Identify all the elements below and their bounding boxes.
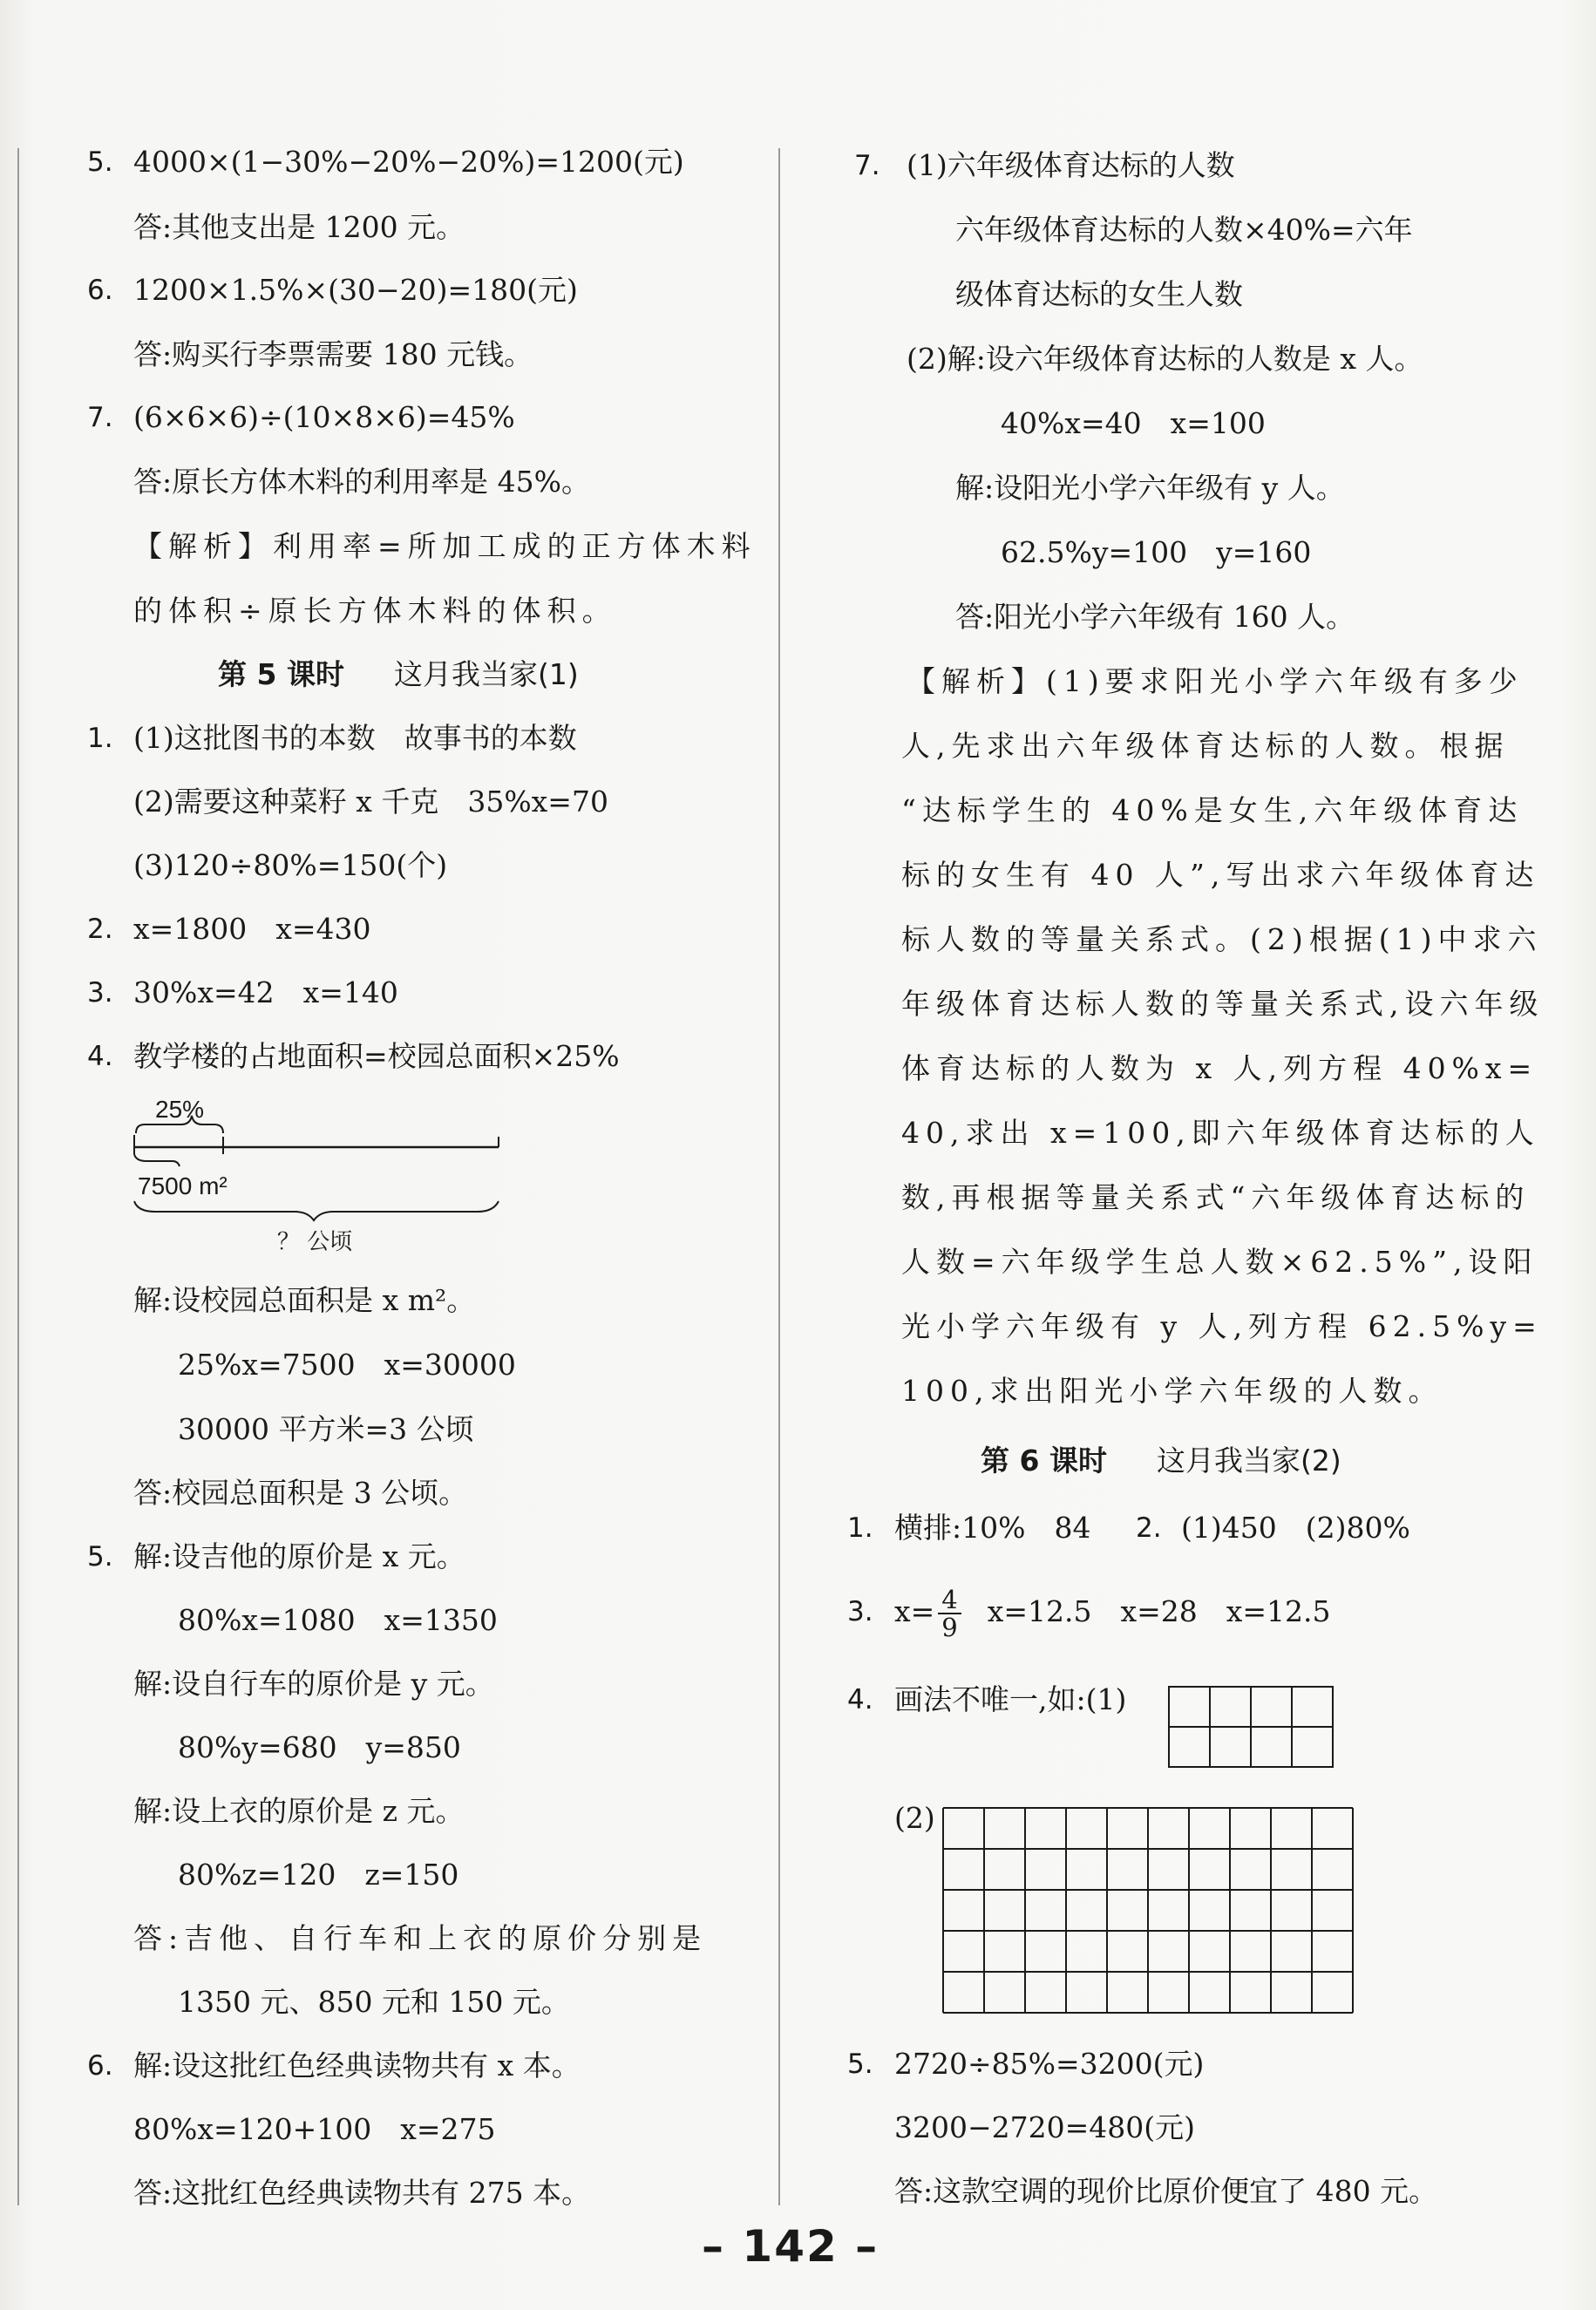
answer-line: (3)120÷80%=150(个) (133, 848, 448, 882)
equation: 1200×1.5%×(30−20)=180(元) (133, 273, 578, 307)
analysis-text: “达标学生的 40%是女生,六年级体育达 (901, 793, 1524, 827)
section-title: 这月我当家(1) (393, 657, 579, 691)
analysis-text: 标的女生有 40 人”,写出求六年级体育达 (901, 858, 1540, 892)
part-label: (2) (894, 1801, 935, 1835)
answer: 答:其他支出是 1200 元。 (133, 210, 465, 244)
answer: 答:购买行李票需要 180 元钱。 (133, 337, 533, 371)
answer: 答:这款空调的现价比原价便宜了 480 元。 (894, 2174, 1438, 2208)
solution-line: 解:设吉他的原价是 x 元。 (133, 1539, 465, 1573)
question-number: 7. (854, 150, 880, 181)
answer-line: 30%x=42 x=140 (133, 975, 398, 1009)
equation: 2720÷85%=3200(元) (894, 2047, 1205, 2081)
denominator: 9 (941, 1613, 958, 1642)
question-number: 2. (87, 914, 113, 945)
solution-line: 40%x=40 x=100 (1001, 406, 1266, 440)
answer: 答:校园总面积是 3 公顷。 (133, 1476, 468, 1510)
area-label: 7500 m² (138, 1172, 228, 1199)
solution-line: 80%y=680 y=850 (178, 1730, 461, 1764)
answer-line: (2)需要这种菜籽 x 千克 35%x=70 (133, 785, 608, 819)
solution-line: 80%z=120 z=150 (178, 1858, 459, 1892)
analysis-text: 光小学六年级有 y 人,列方程 62.5%y= (901, 1309, 1543, 1343)
analysis-text: 【解析】利用率=所加工成的正方体木料 (133, 529, 757, 563)
answer-line: (1)这批图书的本数 故事书的本数 (133, 721, 577, 755)
question-number: 1. (87, 723, 113, 754)
solution-line: 62.5%y=100 y=160 (1001, 535, 1312, 569)
answer-line: 级体育达标的女生人数 (955, 277, 1243, 311)
question-number: 4. (87, 1041, 113, 1072)
question-number: 5. (87, 146, 113, 178)
analysis-text: 数,再根据等量关系式“六年级体育达标的 (901, 1180, 1531, 1214)
question-number: 2. (1136, 1512, 1162, 1544)
answer-line: 画法不唯一,如:(1) (894, 1682, 1127, 1716)
question-number: 3. (87, 977, 113, 1009)
equation: 4000×(1−30%−20%−20%)=1200(元) (133, 145, 684, 179)
solution-line: 解:设自行车的原价是 y 元。 (133, 1667, 494, 1701)
solution-line: 解:设这批红色经典读物共有 x 本。 (133, 2048, 581, 2082)
solution-line: 80%x=120+100 x=275 (133, 2112, 496, 2146)
grid-drawing-1 (1168, 1686, 1334, 1768)
question-number: 7. (87, 402, 113, 433)
answer: 答:原长方体木料的利用率是 45%。 (133, 465, 590, 499)
section-title: 这月我当家(2) (1156, 1444, 1341, 1478)
answer: 答:吉他、自行车和上衣的原价分别是 (133, 1921, 708, 1955)
line-segment-diagram (129, 1098, 513, 1260)
solution-line: 25%x=7500 x=30000 (178, 1348, 516, 1382)
section-label: 第 5 课时 (218, 657, 344, 691)
analysis-text: 的体积÷原长方体木料的体积。 (133, 594, 617, 628)
answer-line: (1)450 (2)80% (1181, 1511, 1410, 1545)
equation-rest: x=12.5 x=28 x=12.5 (987, 1594, 1331, 1628)
segment-brace (134, 1154, 180, 1166)
answer: 答:阳光小学六年级有 160 人。 (955, 600, 1355, 634)
column-divider (778, 148, 780, 2205)
question-number: 5. (847, 2048, 873, 2080)
solution-line: 解:设上衣的原价是 z 元。 (133, 1794, 465, 1828)
analysis-text: 40,求出 x=100,即六年级体育达标的人 (901, 1116, 1540, 1150)
analysis-text: 体育达标的人数为 x 人,列方程 40%x= (901, 1051, 1538, 1085)
question-number: 5. (87, 1541, 113, 1573)
question-number: 1. (847, 1512, 873, 1544)
solution-line: 30000 平方米=3 公顷 (178, 1412, 474, 1446)
analysis-text: 标人数的等量关系式。(2)根据(1)中求六 (901, 922, 1543, 956)
solution-line: 80%x=1080 x=1350 (178, 1603, 498, 1637)
answer: 1350 元、850 元和 150 元。 (178, 1985, 570, 2019)
page-number: – 142 – (702, 2221, 879, 2272)
equation: (6×6×6)÷(10×8×6)=45% (133, 400, 515, 434)
fraction (938, 1586, 961, 1641)
analysis-text: 人,先求出六年级体育达标的人数。根据 (901, 729, 1510, 763)
answer-line (894, 1577, 1330, 1647)
answer-line: x=1800 x=430 (133, 912, 371, 946)
analysis-text: 年级体育达标人数的等量关系式,设六年级 (901, 987, 1545, 1021)
analysis-text: 100,求出阳光小学六年级的人数。 (901, 1374, 1443, 1408)
solution-line: 解:设阳光小学六年级有 y 人。 (955, 471, 1345, 505)
solution-line: (2)解:设六年级体育达标的人数是 x 人。 (907, 342, 1423, 376)
answer-line: 横排:10% 84 (894, 1511, 1091, 1545)
percent-label: 25% (155, 1098, 205, 1123)
answer-line: 教学楼的占地面积=校园总面积×25% (133, 1039, 620, 1073)
answer-line: 六年级体育达标的人数×40%=六年 (955, 213, 1413, 247)
answer: 答:这批红色经典读物共有 275 本。 (133, 2176, 591, 2210)
question-number: 3. (847, 1596, 873, 1627)
numerator: 4 (938, 1586, 961, 1614)
section-heading-5 (218, 657, 579, 692)
equation: 3200−2720=480(元) (894, 2110, 1196, 2144)
question-number: 6. (87, 275, 113, 306)
solution-line: 解:设校园总面积是 x m²。 (133, 1283, 476, 1317)
grid-drawing-2 (941, 1806, 1360, 2015)
section-heading-6 (981, 1444, 1341, 1478)
question-number: 4. (847, 1684, 873, 1716)
question-number: 6. (87, 2050, 113, 2082)
answer-line: (1)六年级体育达标的人数 (907, 148, 1235, 182)
unknown-label: ？ 公顷 (277, 1229, 353, 1255)
bottom-brace (134, 1201, 499, 1220)
section-label: 第 6 课时 (981, 1444, 1107, 1478)
left-margin-line (17, 148, 19, 2205)
equation-prefix: x= (894, 1594, 935, 1628)
analysis-text: 【解析】(1)要求阳光小学六年级有多少 (907, 664, 1524, 698)
analysis-text: 人数=六年级学生总人数×62.5%”,设阳 (901, 1245, 1538, 1279)
